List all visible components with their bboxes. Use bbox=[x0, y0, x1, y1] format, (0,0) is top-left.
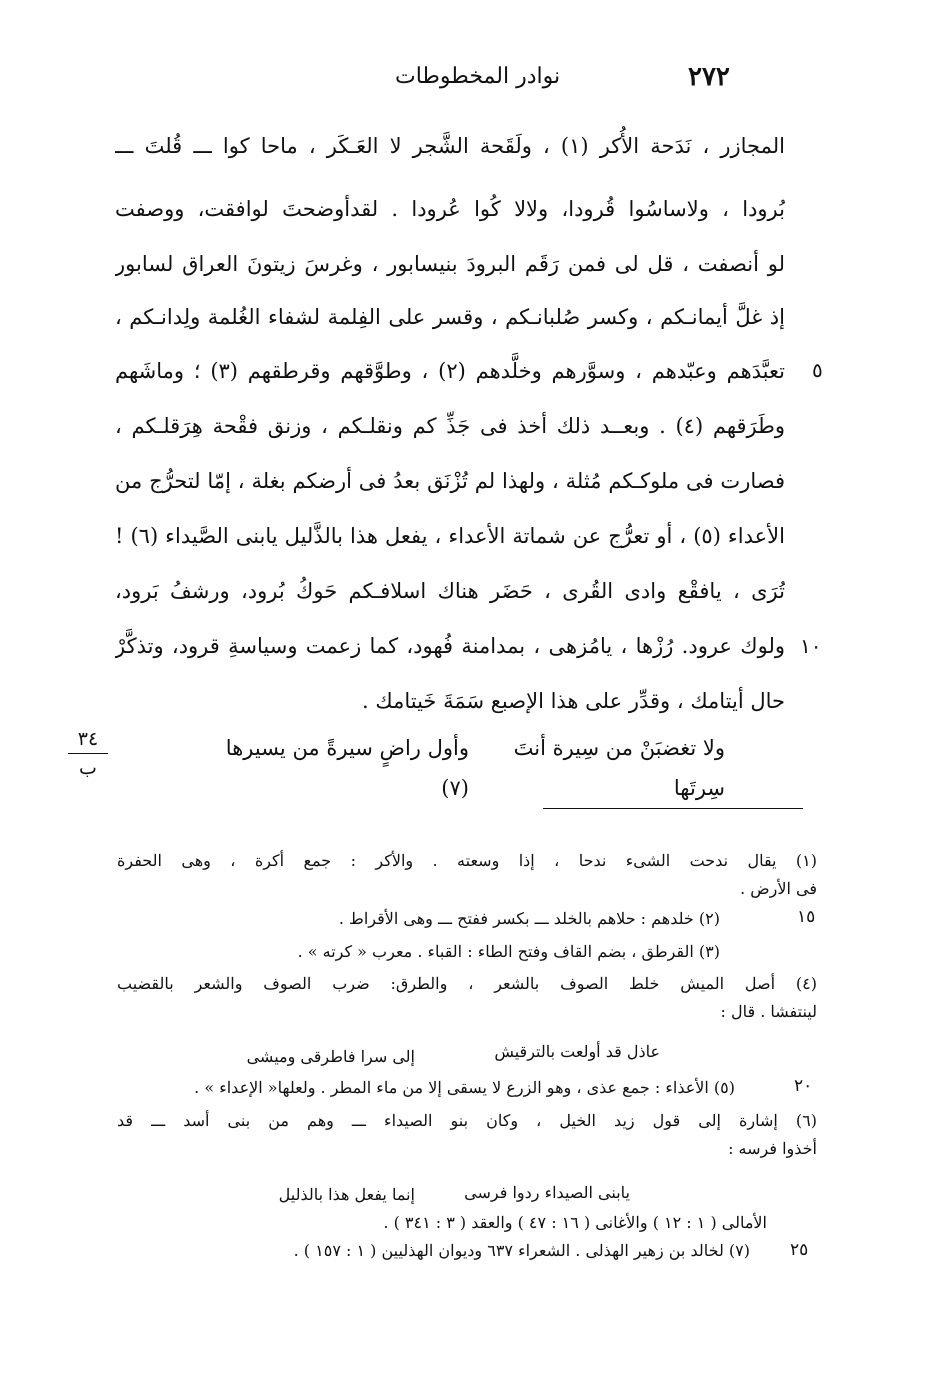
folio-marker bbox=[68, 727, 108, 780]
footnote-1-line-1: (١) يقال ندحت الشىء ندحا ، إذا وسعته . والأكر : جمع أكرة ، وهى الحفرة bbox=[117, 851, 817, 870]
folio-side: ب bbox=[79, 757, 97, 779]
poem-1-second-hemistich: إلى سرا فاطرقى وميشى bbox=[246, 1047, 415, 1066]
line-number-15: ١٥ bbox=[797, 907, 816, 927]
main-line-3: لو أنصفت ، قل لى فمن رَقَم البرودَ بنيسابور ، وغرسَ زيتونَ العراق لسابور bbox=[115, 252, 785, 276]
footnote-6-line-3: الأمالى ( ١ : ١٢ ) والأغانى ( ١٦ : ٤٧ ) والعقد ( ٣ : ٣٤١ ) . bbox=[383, 1213, 767, 1232]
line-number-20: ٢٠ bbox=[794, 1076, 813, 1096]
verse-second-hemistich: وأول راضٍ سيرةً من يسيرها (٧) bbox=[225, 736, 469, 800]
verse-first-hemistich: ولا تغضبَنْ من سِيرة أنتَ سِرتَها bbox=[513, 736, 725, 800]
line-number-10: ١٠ bbox=[800, 634, 822, 658]
verse bbox=[205, 728, 725, 800]
running-head: نوادر المخطوطات bbox=[395, 64, 561, 89]
main-line-4: إذ غلَّ أيمانـكم ، وكسر صُلبانـكم ، وقسر على الفِلمة لشفاء الغُلمة ولِدانـكم ، bbox=[115, 305, 785, 329]
footnote-6-line-1: (٦) إشارة إلى قول زيد الخيل ، وكان بنو الصيداء ـــ وهم من بنى أسد ـــ قد bbox=[117, 1111, 817, 1130]
main-line-10: ولوك عرود. رُزْها ، يامُزهى ، بمدامنة فُهود، كما زعمت وسياسةِ قرود، وتذكَّرْ bbox=[115, 634, 785, 658]
main-line-9: تُرَى ، يافقْع وادى القُرى ، حَضَر هناك اسلافـكم حَوكُ بُرود، ورشفُ بَرود، bbox=[115, 579, 785, 603]
main-line-2: بُرودا ، ولاساسُوا قُرودا، ولالا كُوا عُرودا . لقدأوضحتَ لوافقت، ووصفت bbox=[115, 197, 785, 221]
folio-rule bbox=[68, 753, 108, 754]
main-line-11: حال أيتامك ، وقدِّر على هذا الإصبع سَمَةَ خَيتامك . bbox=[362, 689, 785, 713]
footnote-3: (٣) القرطق ، بضم القاف وفتح الطاء : القباء . معرب « كرته » . bbox=[297, 942, 720, 961]
line-number-5: ٥ bbox=[812, 358, 823, 382]
footnote-separator bbox=[543, 808, 803, 809]
folio-number: ٣٤ bbox=[77, 728, 99, 750]
footnote-5: (٥) الأعذاء : جمع عذى ، وهو الزرع لا يسقى إلا من ماء المطر . ولعلها« الإعداء » . bbox=[194, 1078, 735, 1097]
footnote-4-line-1: (٤) أصل الميش خلط الصوف بالشعر ، والطرق: ضرب الصوف والشعر بالقضيب bbox=[117, 974, 817, 993]
line-number-25: ٢٥ bbox=[790, 1240, 809, 1260]
poem-2-first-hemistich: يابنى الصيداء ردوا فرسى bbox=[464, 1183, 630, 1202]
footnote-2: (٢) خلدهم : حلاهم بالخلد ـــ بكسر ففتح ـــ وهى الأقراط . bbox=[338, 909, 720, 928]
main-line-5: تعبَّدَهم وعبّدهم ، وسوَّرهم وخلَّدهم (٢) ، وطوَّقهم وقرطقهم (٣) ؛ وماشَهم bbox=[115, 359, 785, 383]
main-line-6: وطَرَقهم (٤) . وبعــد ذلك أخذ فى جَذِّ كم ونقلـكم ، وزنق فقْحة هِرَقلـكم ، bbox=[115, 414, 785, 438]
page-number: ٢٧٢ bbox=[688, 62, 730, 92]
main-line-1: المجازر ، نَدَحة الأُكر (١) ، ولَقَحة الشَّجر لا العَـكَر ، ماحا كوا ـــ قُلتَ ـــ bbox=[115, 134, 785, 158]
footnote-7: (٧) لخالد بن زهير الهذلى . الشعراء ٦٣٧ وديوان الهذليين ( ١ : ١٥٧ ) . bbox=[293, 1241, 750, 1260]
footnote-4-line-2: لينتفشا . قال : bbox=[720, 1002, 817, 1021]
main-line-8: الأعداء (٥) ، أو تعرُّج عن شماتة الأعداء ، يفعل هذا بالذَّليل يابنى الصَّيداء (٦) ! bbox=[115, 524, 785, 548]
footnote-1-line-2: فى الأرض . bbox=[740, 879, 817, 898]
footnote-6-line-2: أخذوا فرسه : bbox=[728, 1139, 817, 1158]
poem-2-second-hemistich: إنما يفعل هذا بالذليل bbox=[278, 1185, 415, 1204]
main-line-7: فصارت فى ملوكـكم مُثلة ، ولهذا لم تُزْنَق بعدُ فى أرضكم بغلة ، إمّا لتحرُّج من bbox=[115, 469, 785, 493]
poem-1-first-hemistich: عاذل قد أولعت بالترقيش bbox=[494, 1042, 660, 1061]
